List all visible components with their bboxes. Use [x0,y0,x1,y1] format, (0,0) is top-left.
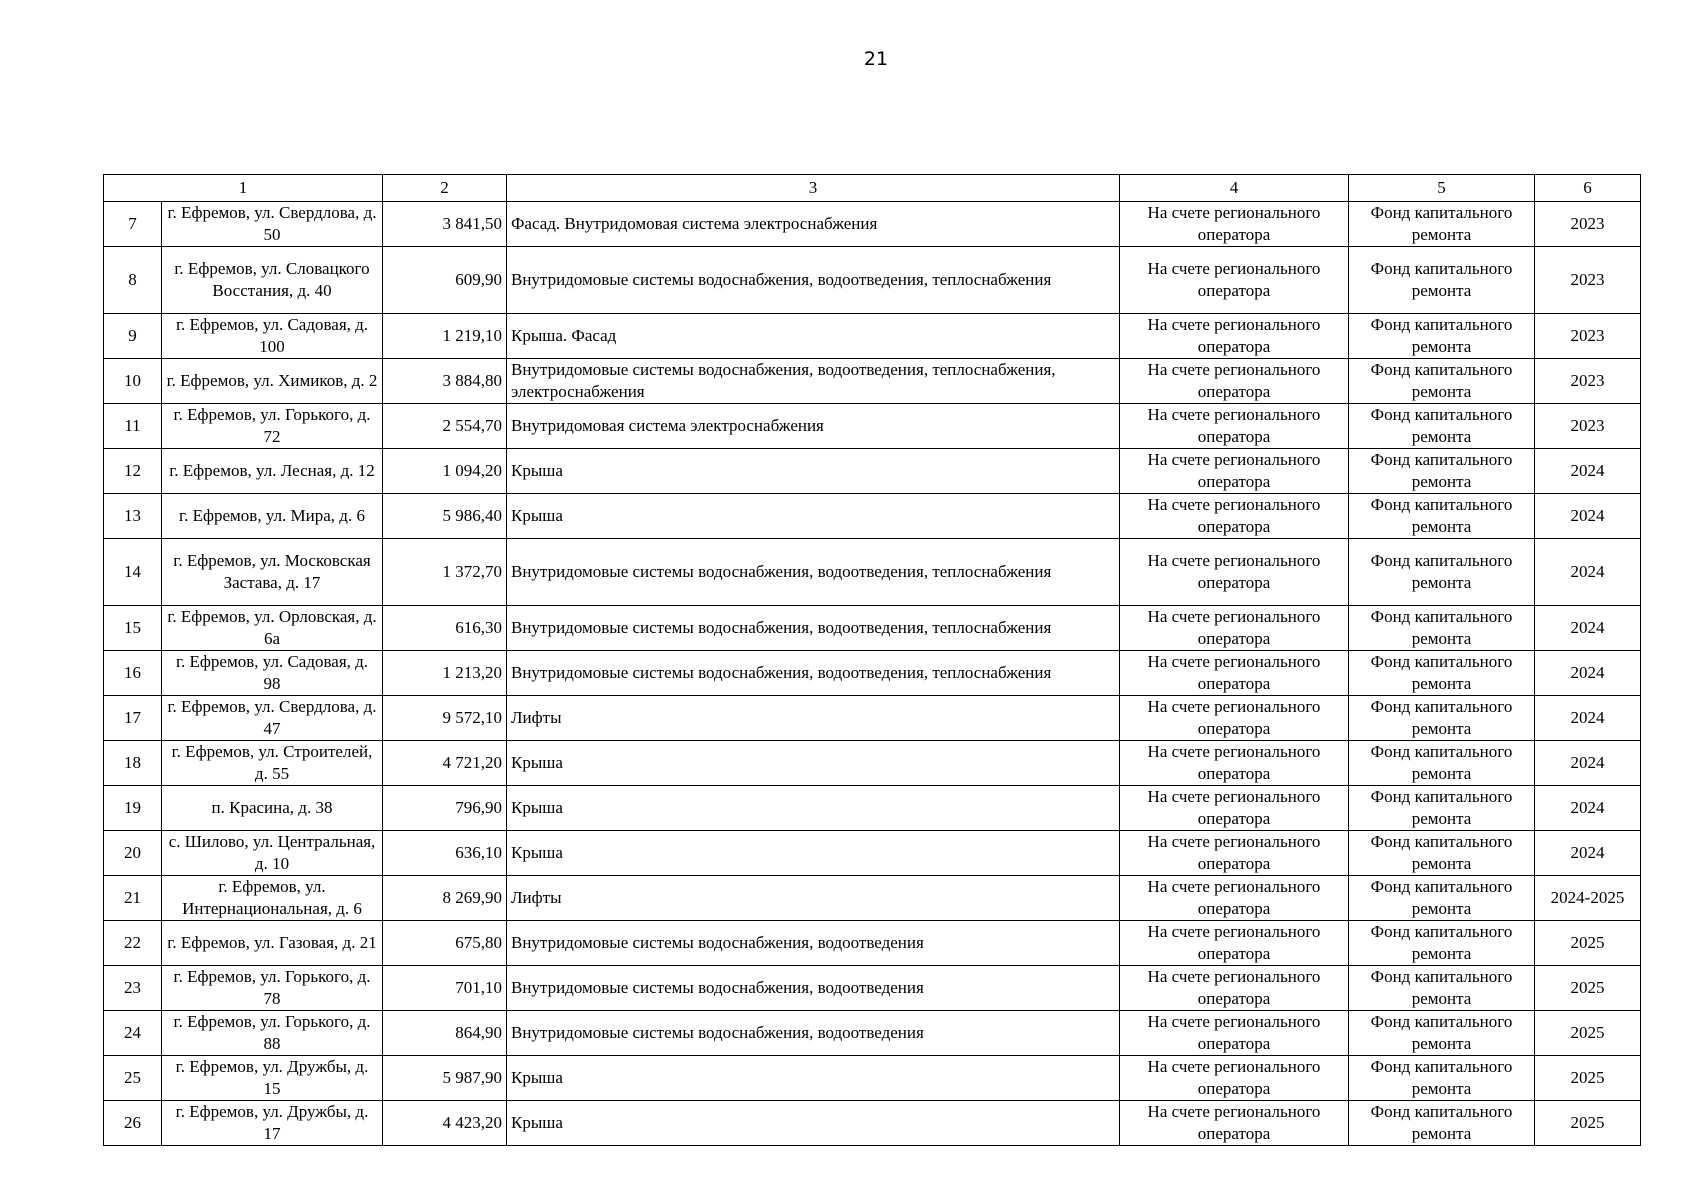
year-cell: 2024 [1535,831,1641,876]
table-row [104,359,1641,404]
funding-source-cell: Фонд капитального ремонта [1349,741,1535,786]
funding-source-cell: Фонд капитального ремонта [1349,404,1535,449]
table-row [104,1011,1641,1056]
address-cell: г. Ефремов, ул. Лесная, д. 12 [162,449,383,494]
address-cell: г. Ефремов, ул. Московская Застава, д. 17 [162,539,383,606]
works-cell: Лифты [507,696,1120,741]
account-cell: На счете регионального оператора [1120,494,1349,539]
works-cell: Крыша [507,494,1120,539]
table-row [104,247,1641,314]
table-row [104,966,1641,1011]
works-cell: Внутридомовые системы водоснабжения, водоотведения, теплоснабжения, электроснабжения [507,359,1120,404]
address-cell: г. Ефремов, ул. Свердлова, д. 47 [162,696,383,741]
account-cell: На счете регионального оператора [1120,449,1349,494]
funding-source-cell: Фонд капитального ремонта [1349,539,1535,606]
area-cell: 616,30 [383,606,507,651]
funding-source-cell: Фонд капитального ремонта [1349,1056,1535,1101]
row-number-cell: 18 [104,741,162,786]
year-cell: 2024 [1535,741,1641,786]
address-cell: г. Ефремов, ул. Свердлова, д. 50 [162,202,383,247]
address-cell: г. Ефремов, ул. Газовая, д. 21 [162,921,383,966]
works-cell: Внутридомовые системы водоснабжения, водоотведения, теплоснабжения [507,539,1120,606]
row-number-cell: 13 [104,494,162,539]
address-cell: г. Ефремов, ул. Строителей, д. 55 [162,741,383,786]
funding-source-cell: Фонд капитального ремонта [1349,606,1535,651]
funding-source-cell: Фонд капитального ремонта [1349,314,1535,359]
area-cell: 609,90 [383,247,507,314]
row-number-cell: 26 [104,1101,162,1146]
works-cell: Внутридомовые системы водоснабжения, водоотведения, теплоснабжения [507,247,1120,314]
year-cell: 2025 [1535,921,1641,966]
table-row [104,449,1641,494]
row-number-cell: 16 [104,651,162,696]
account-cell: На счете регионального оператора [1120,202,1349,247]
row-number-cell: 14 [104,539,162,606]
address-cell: г. Ефремов, ул. Садовая, д. 98 [162,651,383,696]
row-number-cell: 25 [104,1056,162,1101]
account-cell: На счете регионального оператора [1120,1056,1349,1101]
year-cell: 2023 [1535,404,1641,449]
funding-source-cell: Фонд капитального ремонта [1349,494,1535,539]
table-header-row [104,175,1641,202]
works-cell: Фасад. Внутридомовая система электроснабжения [507,202,1120,247]
row-number-cell: 10 [104,359,162,404]
area-cell: 9 572,10 [383,696,507,741]
row-number-cell: 20 [104,831,162,876]
row-number-cell: 24 [104,1011,162,1056]
table-row [104,1056,1641,1101]
year-cell: 2025 [1535,1101,1641,1146]
header-col-5: 5 [1349,175,1535,202]
table-row [104,1101,1641,1146]
table-row [104,741,1641,786]
funding-source-cell: Фонд капитального ремонта [1349,786,1535,831]
works-cell: Внутридомовые системы водоснабжения, водоотведения, теплоснабжения [507,606,1120,651]
funding-source-cell: Фонд капитального ремонта [1349,359,1535,404]
works-cell: Крыша [507,831,1120,876]
row-number-cell: 21 [104,876,162,921]
row-number-cell: 15 [104,606,162,651]
table-row [104,404,1641,449]
funding-source-cell: Фонд капитального ремонта [1349,651,1535,696]
year-cell: 2024 [1535,449,1641,494]
row-number-cell: 11 [104,404,162,449]
table-row [104,831,1641,876]
address-cell: г. Ефремов, ул. Горького, д. 72 [162,404,383,449]
address-cell: г. Ефремов, ул. Интернациональная, д. 6 [162,876,383,921]
address-cell: г. Ефремов, ул. Орловская, д. 6а [162,606,383,651]
funding-source-cell: Фонд капитального ремонта [1349,696,1535,741]
table-row [104,786,1641,831]
header-col-2: 2 [383,175,507,202]
header-col-6: 6 [1535,175,1641,202]
works-cell: Крыша [507,449,1120,494]
table-body [104,175,1641,1146]
table-row [104,651,1641,696]
account-cell: На счете регионального оператора [1120,921,1349,966]
account-cell: На счете регионального оператора [1120,247,1349,314]
capital-repair-table [103,174,1641,1146]
page-number: 21 [863,48,889,70]
year-cell: 2024 [1535,651,1641,696]
row-number-cell: 19 [104,786,162,831]
address-cell: г. Ефремов, ул. Химиков, д. 2 [162,359,383,404]
area-cell: 3 884,80 [383,359,507,404]
funding-source-cell: Фонд капитального ремонта [1349,831,1535,876]
year-cell: 2024 [1535,606,1641,651]
year-cell: 2025 [1535,966,1641,1011]
works-cell: Внутридомовые системы водоснабжения, водоотведения [507,966,1120,1011]
works-cell: Внутридомовые системы водоснабжения, водоотведения [507,1011,1120,1056]
area-cell: 675,80 [383,921,507,966]
header-col-3: 3 [507,175,1120,202]
area-cell: 701,10 [383,966,507,1011]
works-cell: Крыша [507,1101,1120,1146]
works-cell: Внутридомовая система электроснабжения [507,404,1120,449]
row-number-cell: 8 [104,247,162,314]
address-cell: с. Шилово, ул. Центральная, д. 10 [162,831,383,876]
table-row [104,606,1641,651]
funding-source-cell: Фонд капитального ремонта [1349,202,1535,247]
works-cell: Внутридомовые системы водоснабжения, водоотведения [507,921,1120,966]
year-cell: 2025 [1535,1056,1641,1101]
address-cell: г. Ефремов, ул. Дружбы, д. 17 [162,1101,383,1146]
account-cell: На счете регионального оператора [1120,741,1349,786]
header-col-1: 1 [104,175,383,202]
area-cell: 3 841,50 [383,202,507,247]
year-cell: 2023 [1535,202,1641,247]
funding-source-cell: Фонд капитального ремонта [1349,876,1535,921]
year-cell: 2024 [1535,786,1641,831]
funding-source-cell: Фонд капитального ремонта [1349,1101,1535,1146]
area-cell: 1 372,70 [383,539,507,606]
area-cell: 4 721,20 [383,741,507,786]
table-row [104,314,1641,359]
area-cell: 5 986,40 [383,494,507,539]
area-cell: 1 094,20 [383,449,507,494]
account-cell: На счете регионального оператора [1120,314,1349,359]
address-cell: г. Ефремов, ул. Мира, д. 6 [162,494,383,539]
area-cell: 864,90 [383,1011,507,1056]
year-cell: 2024 [1535,696,1641,741]
year-cell: 2025 [1535,1011,1641,1056]
year-cell: 2023 [1535,314,1641,359]
area-cell: 1 213,20 [383,651,507,696]
year-cell: 2024-2025 [1535,876,1641,921]
account-cell: На счете регионального оператора [1120,966,1349,1011]
year-cell: 2024 [1535,494,1641,539]
address-cell: г. Ефремов, ул. Горького, д. 78 [162,966,383,1011]
account-cell: На счете регионального оператора [1120,1101,1349,1146]
address-cell: п. Красина, д. 38 [162,786,383,831]
works-cell: Крыша [507,1056,1120,1101]
account-cell: На счете регионального оператора [1120,359,1349,404]
area-cell: 5 987,90 [383,1056,507,1101]
area-cell: 8 269,90 [383,876,507,921]
table-row [104,921,1641,966]
year-cell: 2023 [1535,247,1641,314]
row-number-cell: 9 [104,314,162,359]
works-cell: Крыша. Фасад [507,314,1120,359]
account-cell: На счете регионального оператора [1120,696,1349,741]
header-col-4: 4 [1120,175,1349,202]
address-cell: г. Ефремов, ул. Горького, д. 88 [162,1011,383,1056]
works-cell: Крыша [507,741,1120,786]
area-cell: 4 423,20 [383,1101,507,1146]
account-cell: На счете регионального оператора [1120,876,1349,921]
table-row [104,202,1641,247]
funding-source-cell: Фонд капитального ремонта [1349,247,1535,314]
table-row [104,876,1641,921]
account-cell: На счете регионального оператора [1120,831,1349,876]
funding-source-cell: Фонд капитального ремонта [1349,449,1535,494]
funding-source-cell: Фонд капитального ремонта [1349,966,1535,1011]
funding-source-cell: Фонд капитального ремонта [1349,921,1535,966]
row-number-cell: 7 [104,202,162,247]
row-number-cell: 17 [104,696,162,741]
row-number-cell: 22 [104,921,162,966]
year-cell: 2024 [1535,539,1641,606]
year-cell: 2023 [1535,359,1641,404]
account-cell: На счете регионального оператора [1120,1011,1349,1056]
area-cell: 636,10 [383,831,507,876]
account-cell: На счете регионального оператора [1120,404,1349,449]
table-row [104,494,1641,539]
works-cell: Внутридомовые системы водоснабжения, водоотведения, теплоснабжения [507,651,1120,696]
account-cell: На счете регионального оператора [1120,786,1349,831]
area-cell: 1 219,10 [383,314,507,359]
address-cell: г. Ефремов, ул. Дружбы, д. 15 [162,1056,383,1101]
account-cell: На счете регионального оператора [1120,606,1349,651]
account-cell: На счете регионального оператора [1120,539,1349,606]
area-cell: 2 554,70 [383,404,507,449]
address-cell: г. Ефремов, ул. Садовая, д. 100 [162,314,383,359]
works-cell: Лифты [507,876,1120,921]
works-cell: Крыша [507,786,1120,831]
row-number-cell: 23 [104,966,162,1011]
area-cell: 796,90 [383,786,507,831]
account-cell: На счете регионального оператора [1120,651,1349,696]
table-row [104,539,1641,606]
address-cell: г. Ефремов, ул. Словацкого Восстания, д. 40 [162,247,383,314]
row-number-cell: 12 [104,449,162,494]
funding-source-cell: Фонд капитального ремонта [1349,1011,1535,1056]
table-row [104,696,1641,741]
